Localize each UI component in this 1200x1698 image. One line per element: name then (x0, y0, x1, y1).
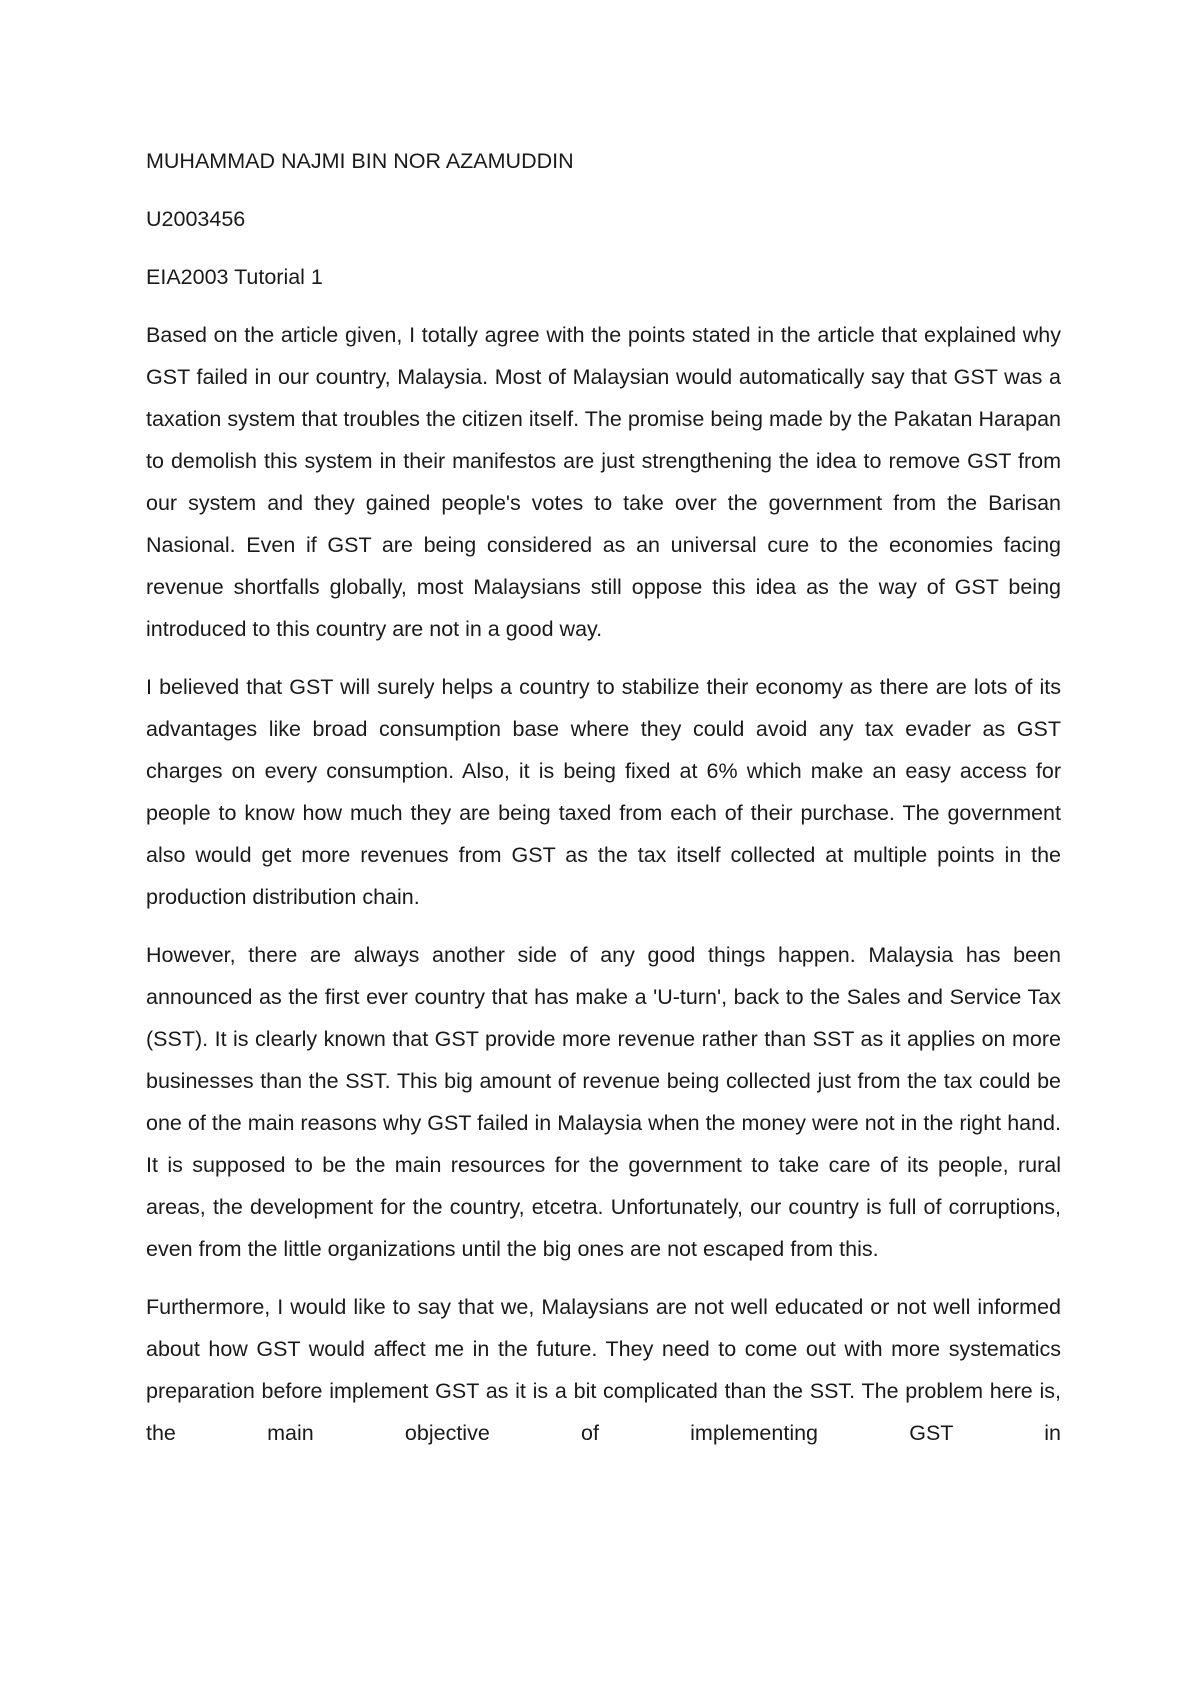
paragraph-1: Based on the article given, I totally agree with the points stated in the article that explained why GST failed in our country, Malaysia. Most of Malaysian would automatically say that GST was a taxation system that troubles the citizen itself. The promise being made by the Pakatan Harapan to demolish this system in their manifestos are just strengthening the idea to remove GST from our system and they gained people's votes to take over the government from the Barisan Nasional. Even if GST are being considered as an universal cure to the economies facing revenue shortfalls globally, most Malaysians still oppose this idea as the way of GST being introduced to this country are not in a good way. (146, 323, 1061, 641)
paragraph-4: Furthermore, I would like to say that we, Malaysians are not well educated or not well informed about how GST would affect me in the future. They need to come out with more systematics preparation before implement GST as it is a bit complicated than the SST. The problem here is, the main objective of implementing GST in (146, 1295, 1061, 1445)
student-id: U2003456 (146, 207, 246, 231)
paragraph-3: However, there are always another side of any good things happen. Malaysia has been announced as the first ever country that has make a 'U-turn', back to the Sales and Service Tax (SST). It is clearly known that GST provide more revenue rather than SST as it applies on more businesses than the SST. This big amount of revenue being collected just from the tax could be one of the main reasons why GST failed in Malaysia when the money were not in the right hand. It is supposed to be the main resources for the government to take care of its people, rural areas, the development for the country, etcetra. Unfortunately, our country is full of corruptions, even from the little organizations until the big ones are not escaped from this. (146, 943, 1061, 1261)
document-body (146, 140, 1061, 1470)
author-name: MUHAMMAD NAJMI BIN NOR AZAMUDDIN (146, 149, 574, 173)
paragraph-2: I believed that GST will surely helps a country to stabilize their economy as there are lots of its advantages like broad consumption base where they could avoid any tax evader as GST charges on every consumption. Also, it is being fixed at 6% which make an easy access for people to know how much they are being taxed from each of their purchase. The government also would get more revenues from GST as the tax itself collected at multiple points in the production distribution chain. (146, 675, 1061, 909)
course-title: EIA2003 Tutorial 1 (146, 265, 323, 289)
